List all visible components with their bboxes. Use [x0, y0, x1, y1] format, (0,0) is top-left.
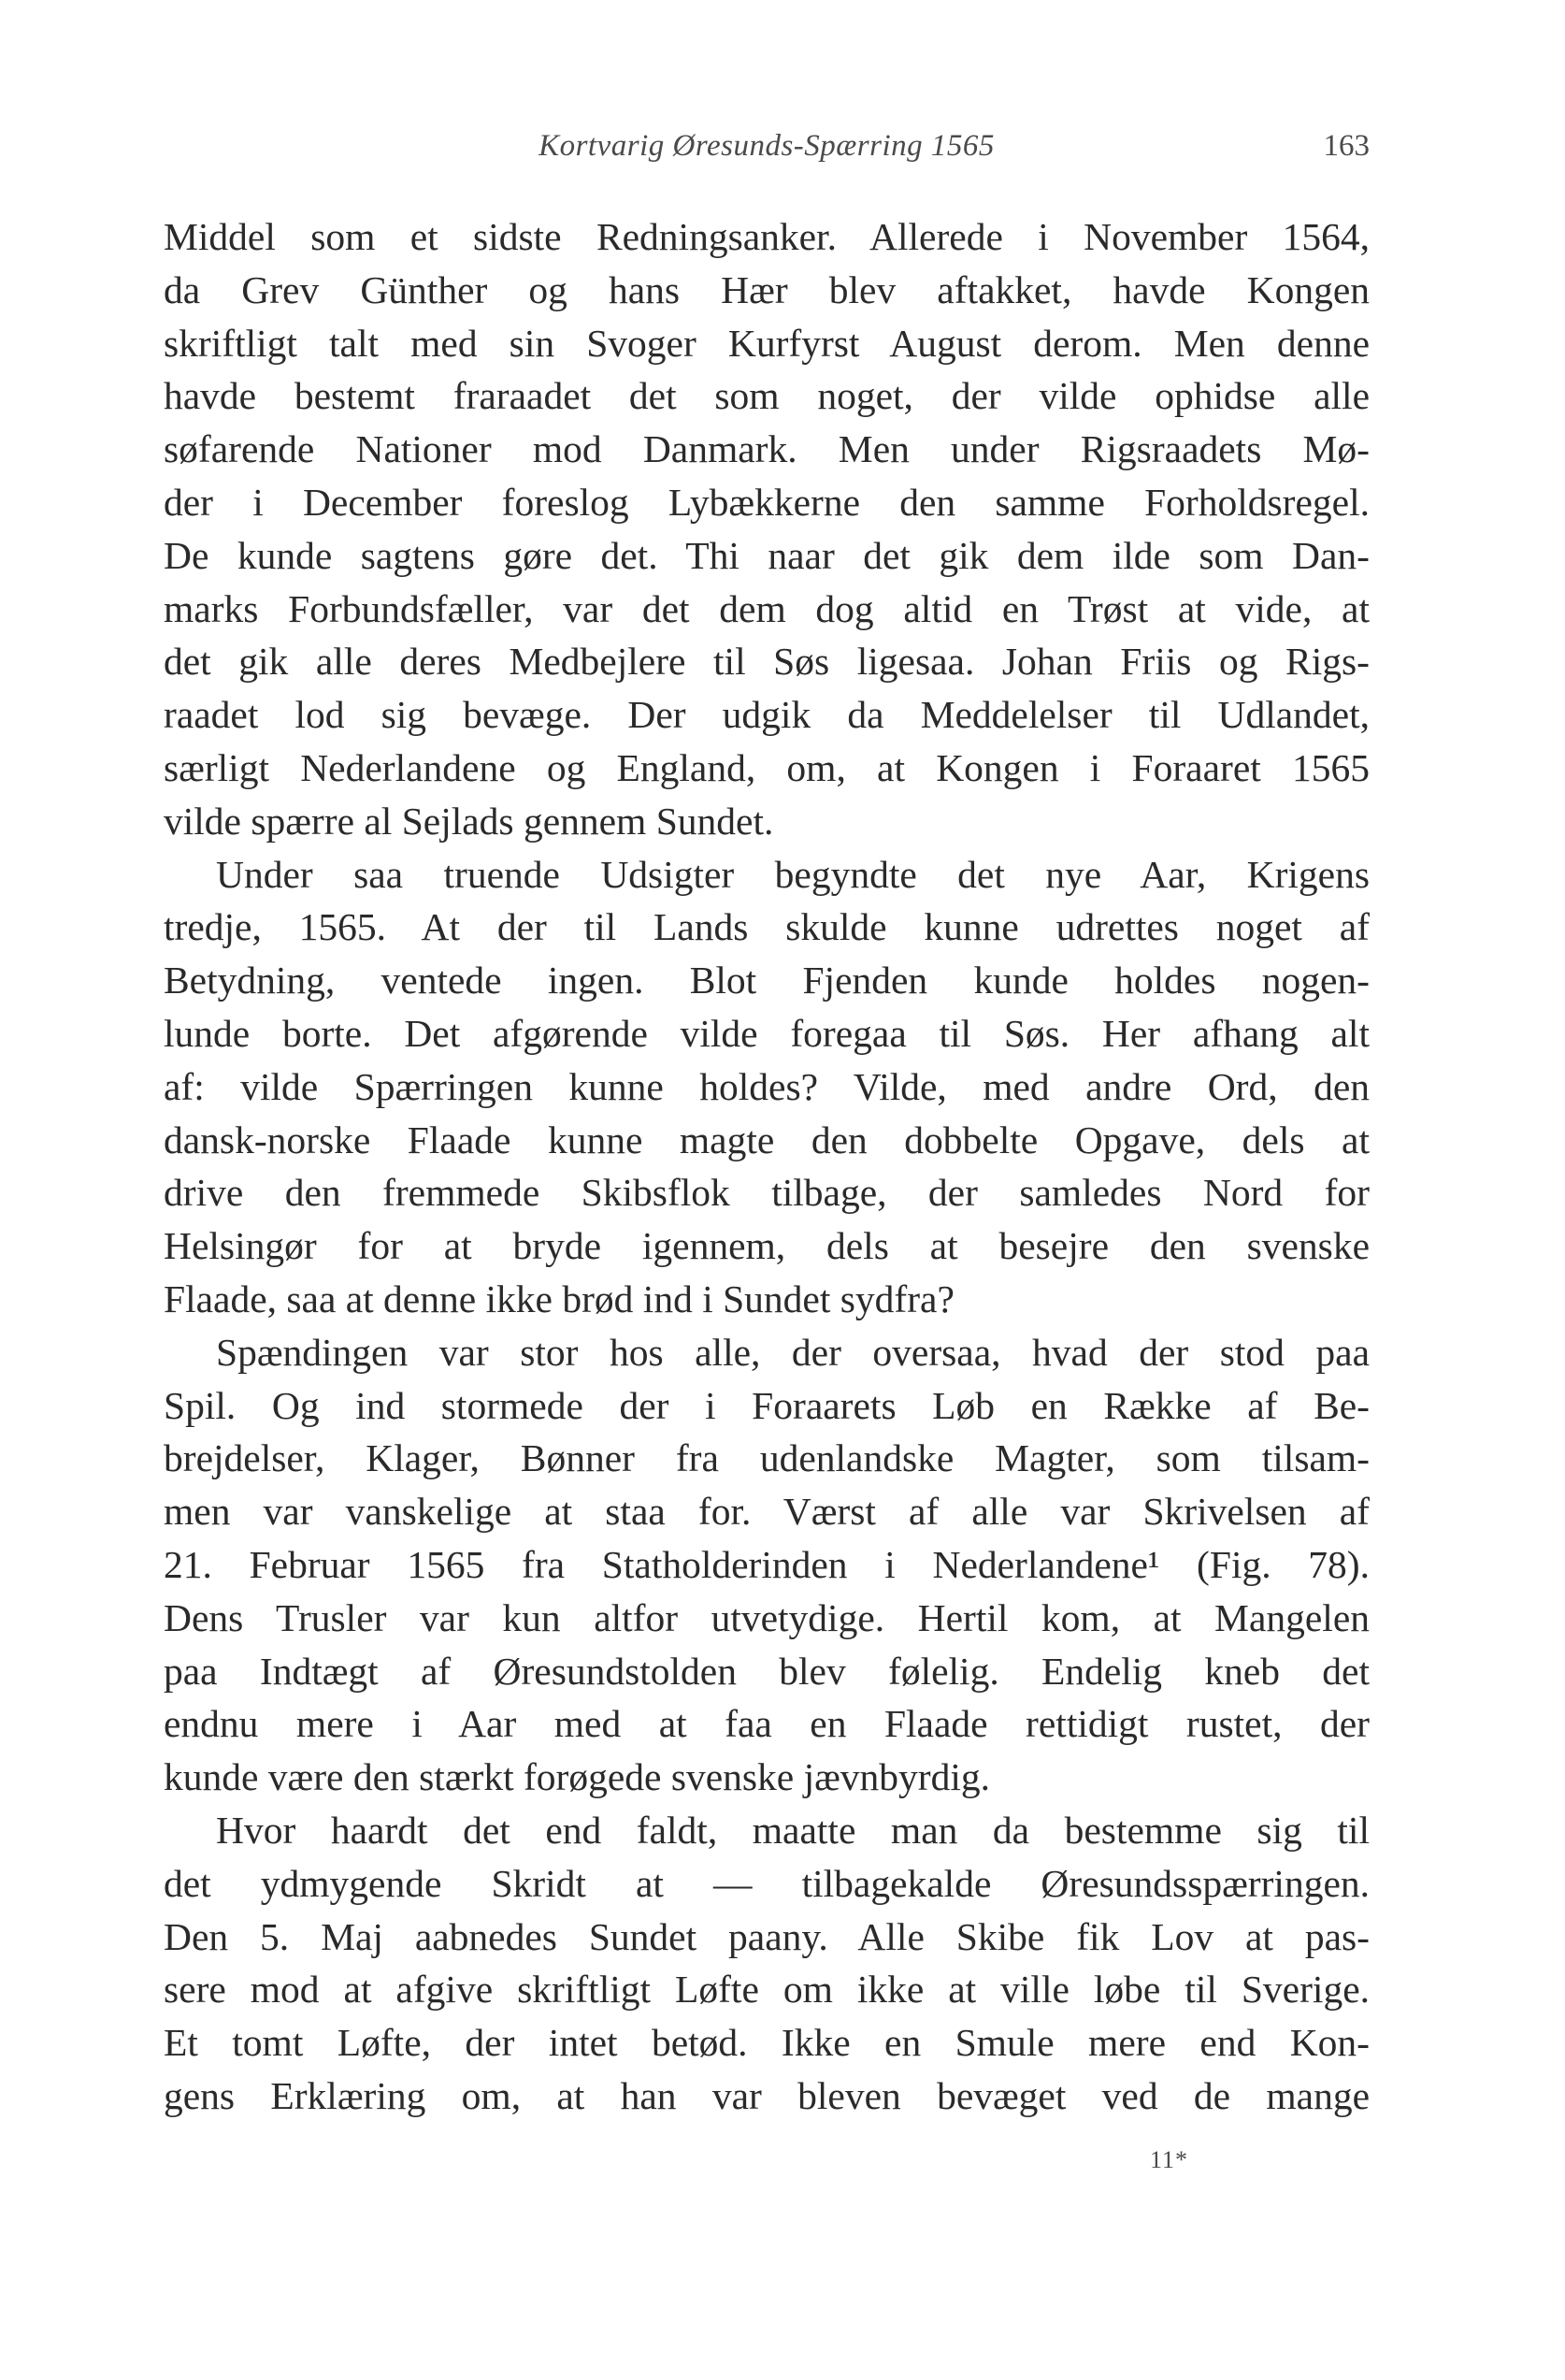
- text-line: Under saa truende Udsigter begyndte det nye Aar, Krigens: [216, 852, 1370, 896]
- text-line: der i December foreslog Lybækkerne den samme Forholdsregel.: [164, 480, 1370, 524]
- signature-mark: 11*: [1150, 2146, 1189, 2173]
- text-line: da Grev Günther og hans Hær blev aftakket, havde Kongen: [164, 267, 1370, 311]
- text-line: brejdelser, Klager, Bønner fra udenlandske Magter, som tilsam-: [164, 1436, 1370, 1480]
- text-line: gens Erklæring om, at han var bleven bevæget ved de mange: [164, 2073, 1370, 2117]
- text-line: havde bestemt fraraadet det som noget, der vilde ophidse alle: [164, 374, 1370, 418]
- text-line: dansk-norske Flaade kunne magte den dobbelte Opgave, dels at: [164, 1118, 1370, 1161]
- text-line: Spændingen var stor hos alle, der oversaa, hvad der stod paa: [216, 1330, 1370, 1374]
- text-line: vilde spærre al Sejlads gennem Sundet.: [164, 799, 774, 843]
- text-line: drive den fremmede Skibsflok tilbage, der samledes Nord for: [164, 1171, 1370, 1215]
- text-line: Middel som et sidste Redningsanker. Allerede i November 1564,: [164, 215, 1370, 258]
- text-line: det ydmygende Skridt at — tilbagekalde Øresundsspærringen.: [164, 1861, 1370, 1905]
- text-line: Hvor haardt det end faldt, maatte man da bestemme sig til: [216, 1808, 1370, 1852]
- text-line: Dens Trusler var kun altfor utvetydige. Hertil kom, at Mangelen: [164, 1595, 1370, 1639]
- text-line: Betydning, ventede ingen. Blot Fjenden kunde holdes nogen-: [164, 959, 1370, 1002]
- text-line: søfarende Nationer mod Danmark. Men under Rigsraadets Mø-: [164, 427, 1370, 471]
- body-text: [164, 210, 1370, 2123]
- text-line: tredje, 1565. At der til Lands skulde kunne udrettes noget af: [164, 905, 1370, 949]
- text-line: raadet lod sig bevæge. Der udgik da Meddelelser til Udlandet,: [164, 693, 1370, 737]
- text-line: Spil. Og ind stormede der i Foraarets Løb en Række af Be-: [164, 1383, 1370, 1427]
- text-line: skriftligt talt med sin Svoger Kurfyrst August derom. Men denne: [164, 321, 1370, 365]
- text-line: De kunde sagtens gøre det. Thi naar det gik dem ilde som Dan-: [164, 533, 1370, 577]
- running-head: [164, 129, 1370, 176]
- text-line: særligt Nederlandene og England, om, at Kongen i Foraaret 1565: [164, 745, 1370, 789]
- text-line: marks Forbundsfæller, var det dem dog altid en Trøst at vide, at: [164, 586, 1370, 630]
- text-line: paa Indtægt af Øresundstolden blev følelig. Endelig kneb det: [164, 1649, 1370, 1693]
- text-line: endnu mere i Aar med at faa en Flaade rettidigt rustet, der: [164, 1702, 1370, 1746]
- text-line: Helsingør for at bryde igennem, dels at besejre den svenske: [164, 1224, 1370, 1268]
- text-line: Den 5. Maj aabnedes Sundet paany. Alle Skibe fik Lov at pas-: [164, 1914, 1370, 1958]
- page-number: 163: [1323, 129, 1370, 163]
- text-line: Flaade, saa at denne ikke brød ind i Sundet sydfra?: [164, 1277, 955, 1320]
- text-line: men var vanskelige at staa for. Værst af alle var Skrivelsen af: [164, 1490, 1370, 1534]
- running-title: Kortvarig Øresunds-Spærring 1565: [538, 129, 995, 163]
- text-line: kunde være den stærkt forøgede svenske jævnbyrdig.: [164, 1755, 991, 1799]
- text-line: af: vilde Spærringen kunne holdes? Vilde, med andre Ord, den: [164, 1064, 1370, 1108]
- text-line: 21. Februar 1565 fra Statholderinden i Nederlandene¹ (Fig. 78).: [164, 1542, 1370, 1586]
- text-line: det gik alle deres Medbejlere til Søs ligesaa. Johan Friis og Rigs-: [164, 640, 1370, 684]
- text-line: sere mod at afgive skriftligt Løfte om ikke at ville løbe til Sverige.: [164, 1968, 1370, 2012]
- text-line: lunde borte. Det afgørende vilde foregaa til Søs. Her afhang alt: [164, 1011, 1370, 1055]
- text-line: Et tomt Løfte, der intet betød. Ikke en Smule mere end Kon-: [164, 2021, 1370, 2065]
